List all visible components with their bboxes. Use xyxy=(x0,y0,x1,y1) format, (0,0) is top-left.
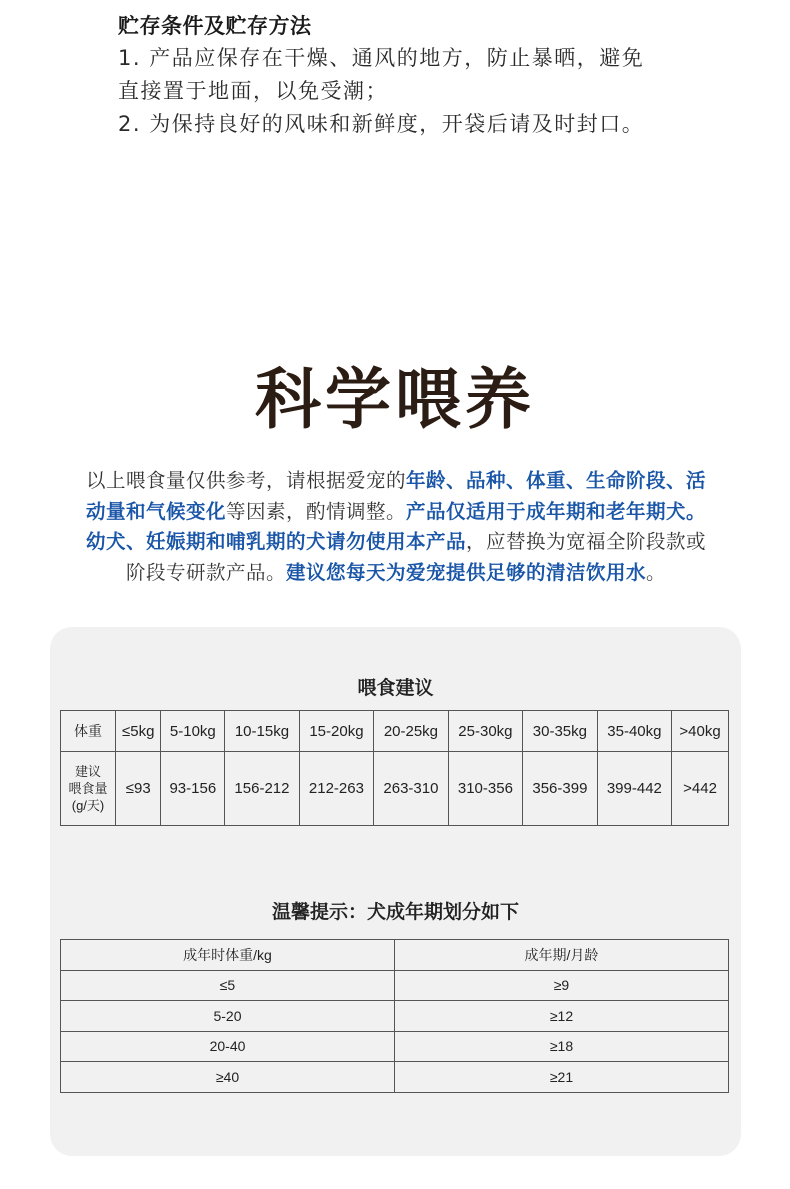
intro-highlight: 年龄、品种、体重、生命阶段、活 xyxy=(406,469,707,492)
table-row xyxy=(61,711,729,752)
amount-label-line: 喂食量 xyxy=(68,781,108,796)
header-cell: 成年时体重/kg xyxy=(61,940,395,971)
storage-line-3: 2. 为保持良好的风味和新鲜度，开袋后请及时封口。 xyxy=(118,112,645,136)
intro-text: ，应替换为宽福全阶段款或 xyxy=(466,530,707,553)
weight-cell: 30-35kg xyxy=(523,711,597,752)
amount-cell: 93-156 xyxy=(161,752,225,826)
table-cell: ≥40 xyxy=(61,1062,395,1093)
intro-highlight: 建议您每天为爱宠提供足够的清洁饮用水 xyxy=(285,560,646,584)
weight-cell: 35-40kg xyxy=(597,711,671,752)
amount-label-line: (g/天) xyxy=(71,798,105,813)
amount-label-cell xyxy=(61,752,116,826)
weight-cell: 15-20kg xyxy=(299,711,373,752)
intro-highlight: 动量和气候变化 xyxy=(85,499,226,523)
feeding-table-title: 喂食建议 xyxy=(357,677,434,699)
intro-paragraph xyxy=(40,466,752,588)
amount-label-line: 建议 xyxy=(74,764,101,779)
intro-highlight: 产品仅适用于成年期和老年期犬。 xyxy=(406,499,707,523)
weight-cell: 25-30kg xyxy=(448,711,522,752)
amount-cell: ≤93 xyxy=(116,752,161,826)
amount-cell: 212-263 xyxy=(299,752,373,826)
intro-text: 。 xyxy=(646,560,667,584)
table-cell: ≤5 xyxy=(61,970,395,1001)
intro-line-2 xyxy=(40,497,752,528)
intro-highlight: 幼犬、妊娠期和哺乳期的犬请勿使用本产品 xyxy=(85,530,466,553)
storage-line-2: 直接置于地面，以免受潮； xyxy=(118,79,388,103)
table-cell: ≥21 xyxy=(395,1062,729,1093)
adult-table-title: 温馨提示：犬成年期划分如下 xyxy=(271,901,519,923)
intro-text: 以上喂食量仅供参考，请根据爱宠的 xyxy=(85,469,406,492)
storage-title: 贮存条件及贮存方法 xyxy=(118,14,312,38)
amount-cell: 356-399 xyxy=(523,752,597,826)
table-cell: ≥18 xyxy=(395,1031,729,1062)
weight-cell: 5-10kg xyxy=(161,711,225,752)
amount-cell: 310-356 xyxy=(448,752,522,826)
amount-cell: 156-212 xyxy=(225,752,299,826)
table-row xyxy=(61,970,729,1001)
amount-cell: >442 xyxy=(672,752,729,826)
storage-section xyxy=(118,10,738,141)
table-row xyxy=(61,1001,729,1032)
page-title: 科学喂养 xyxy=(255,361,535,438)
table-header-row xyxy=(61,940,729,971)
feeding-table xyxy=(60,710,729,826)
table-row xyxy=(61,1062,729,1093)
table-row xyxy=(61,752,729,826)
header-cell: 成年期/月龄 xyxy=(395,940,729,971)
intro-line-1 xyxy=(40,466,752,497)
intro-line-4 xyxy=(40,558,752,589)
table-cell: ≥9 xyxy=(395,970,729,1001)
table-cell: ≥12 xyxy=(395,1001,729,1032)
weight-cell: 20-25kg xyxy=(374,711,448,752)
table-cell: 20-40 xyxy=(61,1031,395,1062)
weight-cell: >40kg xyxy=(672,711,729,752)
intro-text: 等因素，酌情调整。 xyxy=(225,499,406,523)
storage-line-1: 1. 产品应保存在干燥、通风的地方，防止暴晒，避免 xyxy=(118,46,645,70)
feeding-card xyxy=(50,627,741,1156)
adult-age-table xyxy=(60,939,729,1093)
table-cell: 5-20 xyxy=(61,1001,395,1032)
amount-cell: 399-442 xyxy=(597,752,671,826)
intro-text: 阶段专研款产品。 xyxy=(125,560,286,584)
weight-cell: ≤5kg xyxy=(116,711,161,752)
amount-cell: 263-310 xyxy=(374,752,448,826)
weight-cell: 10-15kg xyxy=(225,711,299,752)
intro-line-3 xyxy=(40,527,752,558)
table-row xyxy=(61,1031,729,1062)
weight-label-cell: 体重 xyxy=(61,711,116,752)
